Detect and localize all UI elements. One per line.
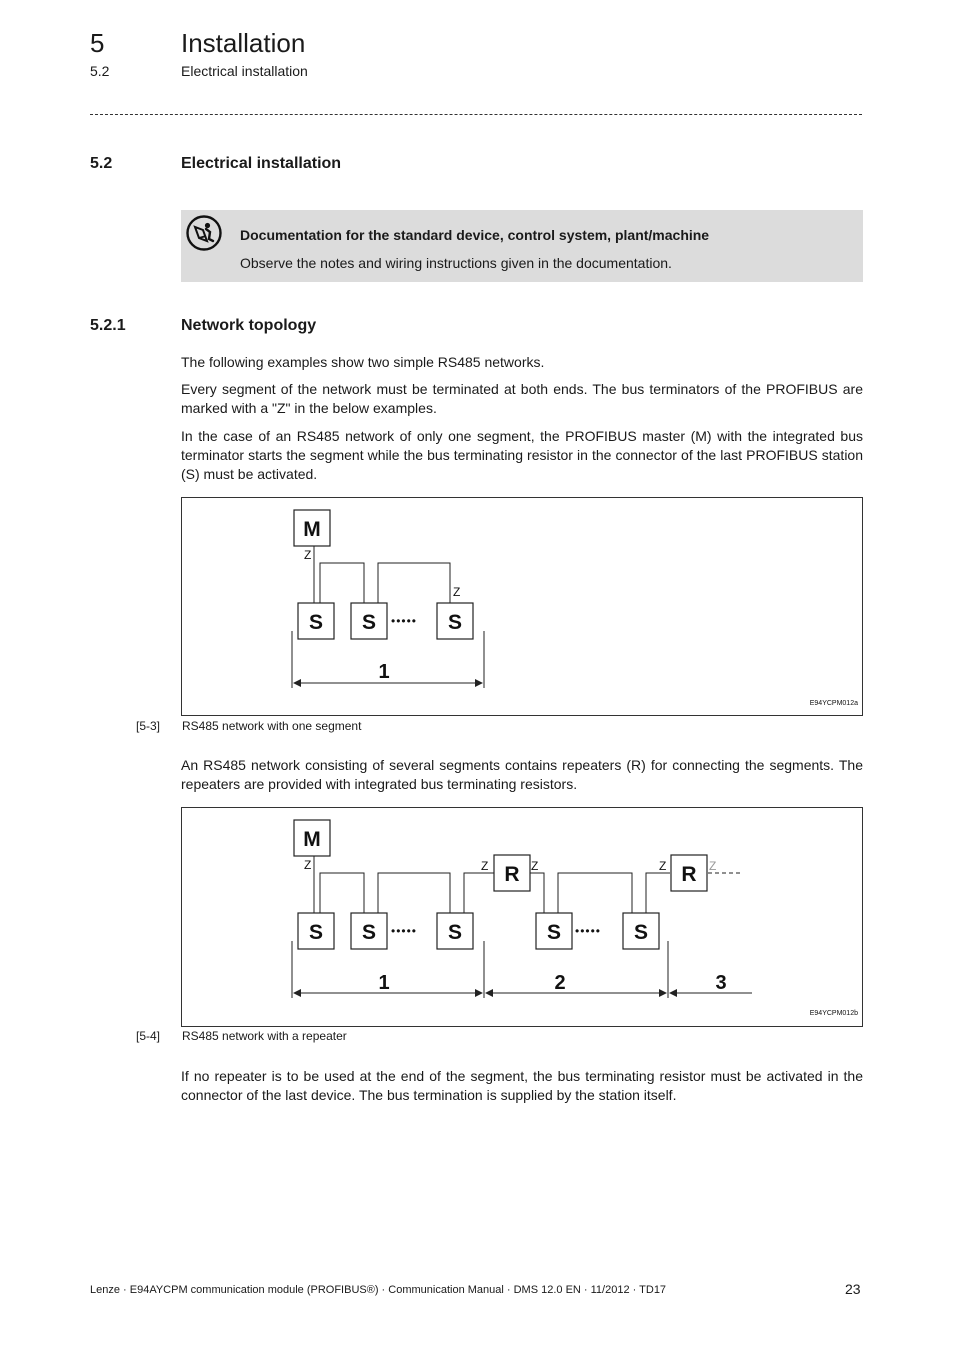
paragraph-repeaters: An RS485 network consisting of several segments contains repeaters (R) for connecting the segments. The repeaters are provided with integrated bus terminating resistors. — [181, 757, 863, 792]
arrow-head — [485, 989, 493, 997]
arrow-head — [293, 989, 301, 997]
terminator-marker: Z — [531, 859, 539, 873]
bus-wire — [320, 873, 364, 913]
repeater-label: R — [504, 863, 520, 886]
footer-text: Lenze · E94AYCPM communication module (PROFIBUS®) · Communication Manual · DMS 12.0 EN · 11/2012 · TD17 — [90, 1284, 667, 1296]
section-title: Electrical installation — [181, 155, 342, 172]
segment-label: 1 — [378, 972, 390, 994]
continuation-dots: ••••• — [391, 614, 418, 628]
slave-label: S — [308, 921, 324, 944]
terminator-marker: Z — [304, 548, 312, 562]
figure-code: E94YCPM012a — [809, 700, 858, 707]
paragraph-single-segment: In the case of an RS485 network of only one segment, the PROFIBUS master (M) with the integrated bus terminator starts the segment while the bus terminating resistor in the connector of the last PROFIBUS station (S) must be activated. — [181, 428, 863, 482]
slave-label: S — [633, 921, 649, 944]
arrow-head — [475, 989, 483, 997]
bus-wire — [320, 563, 364, 603]
header-divider — [90, 114, 862, 115]
section-number: 5.2 — [90, 155, 113, 172]
segment-label: 3 — [715, 972, 727, 994]
slave-label: S — [361, 611, 377, 634]
arrow-head — [293, 679, 301, 687]
bus-wire — [378, 563, 450, 603]
terminator-marker: Z — [304, 858, 312, 872]
note-text: Observe the notes and wiring instructions given in the documentation. — [240, 255, 672, 271]
bus-wire — [530, 873, 544, 913]
note-title: Documentation for the standard device, control system, plant/machine — [240, 227, 710, 243]
chapter-number: 5 — [90, 28, 105, 58]
bus-wire — [464, 873, 494, 913]
figure-caption: RS485 network with one segment — [182, 719, 362, 733]
slave-label: S — [447, 611, 463, 634]
repeater-label: R — [681, 863, 697, 886]
segment-label: 1 — [378, 661, 390, 683]
chapter-title: Installation — [181, 28, 306, 58]
bus-wire — [558, 873, 632, 913]
one-segment-diagram — [182, 498, 864, 717]
terminator-marker: Z — [481, 859, 489, 873]
figure-caption: RS485 network with a repeater — [182, 1029, 347, 1043]
paragraph-termination: Every segment of the network must be terminated at both ends. The bus terminators of the PROFIBUS are marked with a "Z" in the below examples. — [181, 381, 863, 416]
terminator-marker: Z — [659, 859, 667, 873]
arrow-head — [475, 679, 483, 687]
arrow-head — [659, 989, 667, 997]
continuation-dots: ••••• — [575, 924, 602, 938]
terminator-marker: Z — [709, 859, 717, 873]
documentation-note — [181, 210, 863, 282]
continuation-dots: ••••• — [391, 924, 418, 938]
figure-with-repeater — [181, 807, 863, 1027]
segment-label: 2 — [554, 972, 566, 994]
paragraph-no-repeater: If no repeater is to be used at the end of the segment, the bus terminating resistor must be activated in the connector of the last device. The bus termination is supplied by the station itself. — [181, 1068, 863, 1103]
master-label: M — [303, 828, 321, 851]
caption-number: [5-4] — [136, 1029, 161, 1043]
repeater-diagram — [182, 808, 864, 1028]
header-section-number: 5.2 — [90, 63, 110, 79]
slave-label: S — [447, 921, 463, 944]
slave-label: S — [546, 921, 562, 944]
header-section-title: Electrical installation — [181, 63, 308, 79]
terminator-marker: Z — [453, 585, 461, 599]
arrow-head — [669, 989, 677, 997]
figure-code: E94YCPM012b — [809, 1010, 858, 1017]
caption-number: [5-3] — [136, 719, 161, 733]
manual-reading-icon — [185, 214, 223, 252]
paragraph-intro: The following examples show two simple RS485 networks. — [181, 354, 545, 370]
bus-wire — [378, 873, 450, 913]
page-number: 23 — [845, 1281, 861, 1297]
slave-label: S — [308, 611, 324, 634]
bus-wire — [646, 873, 670, 913]
master-label: M — [303, 518, 321, 541]
subsection-title: Network topology — [181, 317, 317, 334]
slave-label: S — [361, 921, 377, 944]
subsection-number: 5.2.1 — [90, 317, 126, 334]
figure-one-segment — [181, 497, 863, 716]
